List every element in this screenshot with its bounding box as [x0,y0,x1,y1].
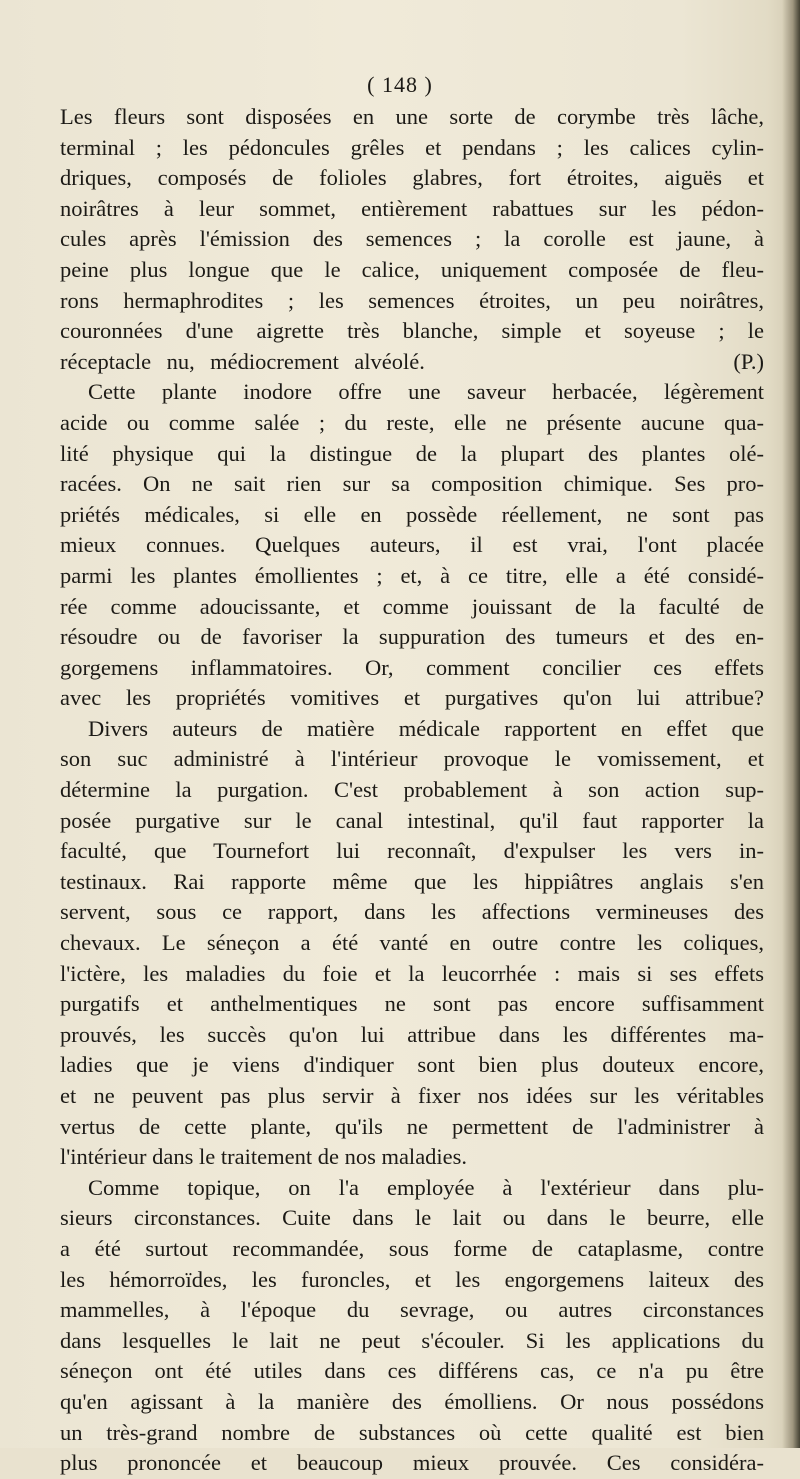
body-text [60,102,764,1479]
text-line: driques, composés de folioles glabres, fort étroites, aiguës et [60,165,764,191]
text-line: terminal ; les pédoncules grêles et pendans ; les calices cylin- [60,134,764,160]
text-line: purgatifs et anthelmentiques ne sont pas encore suffisamment [60,991,764,1017]
text-line: noirâtres à leur sommet, entièrement rabattues sur les pédon- [60,195,764,221]
text-line: vertus de cette plante, qu'ils ne permettent de l'administrer à [60,1113,764,1139]
text-line: avec les propriétés vomitives et purgatives qu'on lui attribue? [60,685,764,711]
text-line: priétés médicales, si elle en possède réellement, ne sont pas [60,501,764,527]
text-line: acide ou comme salée ; du reste, elle ne présente aucune qua- [60,409,764,435]
text-line: dans lesquelles le lait ne peut s'écouler. Si les applications du [60,1327,764,1353]
text-line: faculté, que Tournefort lui reconnaît, d'expulser les vers in- [60,838,764,864]
text-line: Les fleurs sont disposées en une sorte de corymbe très lâche, [60,104,764,129]
text-line: parmi les plantes émollientes ; et, à ce titre, elle a été considé- [60,562,764,588]
page-number: ( 148 ) [367,72,433,97]
binding-shadow [782,0,800,1448]
text-line: résoudre ou de favoriser la suppuration des tumeurs et des en- [60,624,764,650]
text-line: posée purgative sur le canal intestinal, qu'il faut rapporter la [60,807,764,833]
text-line: séneçon ont été utiles dans ces différens cas, ce n'a pu être [60,1358,764,1384]
text-line: couronnées d'une aigrette très blanche, simple et soyeuse ; le [60,318,764,344]
text-line: testinaux. Rai rapporte même que les hippiâtres anglais s'en [60,868,764,894]
text-line: peine plus longue que le calice, uniquement composée de fleu- [60,256,764,282]
paragraph-end-line: l'intérieur dans le traitement de nos maladies. [60,1144,468,1170]
paragraph-start-line: Cette plante inodore offre une saveur herbacée, légèrement [88,379,764,405]
text-line: Divers auteurs de matière médicale rapportent en effet que [88,715,764,741]
text-line: détermine la purgation. C'est probablement à son action sup- [60,777,764,803]
text-line: gorgemens inflammatoires. Or, comment concilier ces effets [60,654,764,680]
text-line: sieurs circonstances. Cuite dans le lait ou dans le beurre, elle [60,1205,764,1231]
text-line: et ne peuvent pas plus servir à fixer nos idées sur les véritables [60,1083,764,1108]
text-line: lité physique qui la distingue de la plupart des plantes olé- [60,440,764,466]
text-line: mieux connues. Quelques auteurs, il est vrai, l'ont placée [60,532,764,558]
text-line: mammelles, à l'époque du sevrage, ou autres circonstances [60,1297,764,1323]
text-line: chevaux. Le séneçon a été vanté en outre contre les coliques, [60,930,764,956]
text-line: les hémorroïdes, les furoncles, et les engorgemens laiteux des [60,1266,764,1292]
text-line: plus prononcée et beaucoup mieux prouvée. Ces considéra- [60,1450,764,1476]
text-line: racées. On ne sait rien sur sa composition chimique. Ses pro- [60,471,764,497]
text-line: qu'en agissant à la manière des émolliens. Or nous possédons [60,1388,764,1414]
text-line: son suc administré à l'intérieur provoque le vomissement, et [60,746,764,772]
text-line: un très-grand nombre de substances où cette qualité est bien [60,1419,764,1445]
text-line: réceptacle nu, médiocrement alvéolé. (P.) [60,348,764,374]
text-line: l'ictère, les maladies du foie et la leucorrhée : mais si ses effets [60,960,764,986]
text-line: a été surtout recommandée, sous forme de cataplasme, contre [60,1235,764,1261]
text-line: prouvés, les succès qu'on lui attribue dans les différentes ma- [60,1021,764,1047]
text-line: cules après l'émission des semences ; la corolle est jaune, à [60,226,764,252]
text-line: rée comme adoucissante, et comme jouissant de la faculté de [60,593,764,619]
text-line: servent, sous ce rapport, dans les affections vermineuses des [60,899,764,925]
text-line: ladies que je viens d'indiquer sont bien plus douteux encore, [60,1052,764,1078]
text-line: rons hermaphrodites ; les semences étroites, un peu noirâtres, [60,287,764,313]
paragraph-start-line: Comme topique, on l'a employée à l'extérieur dans plu- [88,1174,764,1200]
